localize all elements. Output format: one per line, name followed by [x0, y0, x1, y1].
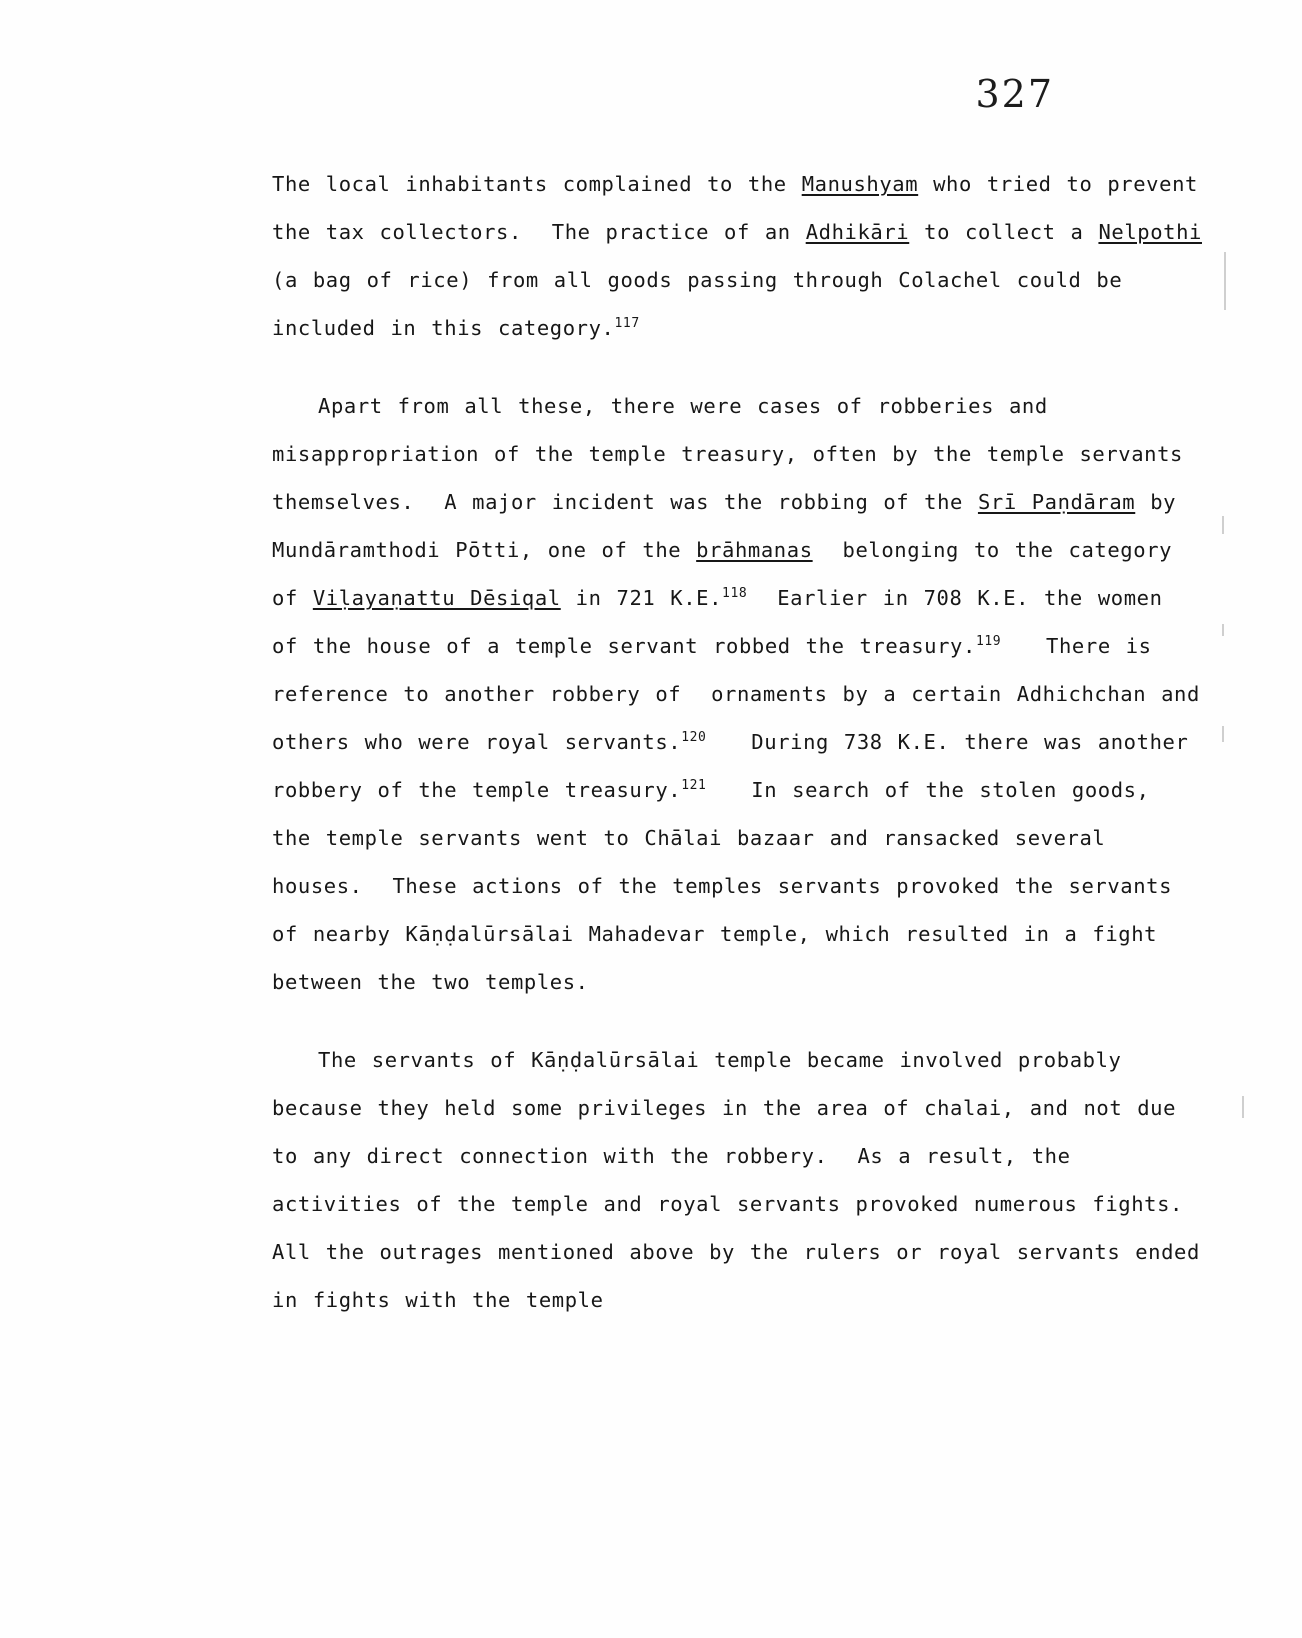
- page-number: 327: [975, 72, 1054, 116]
- footnote-ref-119: 119: [975, 634, 1002, 650]
- paragraph-3: The servants of Kāṇḍalūrsālai temple became involved probably because they held some privileges in the area of chalai, and not due to any direct connection with the robbery. As a result, the activities of the temple and royal servants provoked numerous fights. All the outrages mentioned above by the rulers or royal servants ended in fights with the temple: [272, 1048, 1200, 1312]
- term-adhikari: Adhikāri: [805, 220, 910, 244]
- term-vilayanattu-desigal: Viḷayaṇattu Dēsiqal: [312, 586, 561, 610]
- scan-artifact: [1222, 624, 1224, 636]
- paragraph-1: The local inhabitants complained to the Manushyam who tried to prevent the tax collectors. The practice of an Adhikāri to collect a Nelpothi (a bag of rice) from all goods passing through Colachel could be included in this category.$^{117}$: [272, 172, 1202, 340]
- scan-artifact: [1222, 726, 1224, 742]
- term-brahmanas: brāhmanas: [696, 538, 813, 562]
- term-nelpothi: Nelpothi: [1098, 220, 1202, 244]
- scan-artifact: [1242, 1096, 1244, 1118]
- body-text: [272, 160, 1202, 1354]
- term-sri-pandaram: Srī Paṇdāram: [977, 490, 1136, 514]
- paragraph-2: Apart from all these, there were cases of robberies and misappropriation of the temple treasury, often by the temple servants themselves. A major incident was the robbing of the Srī Paṇdāram by Mundāramthodi Pōtti, one of the brāhmanas belonging to the category of Viḷayaṇattu Dēsiqal in 721 K.E.$^{118}$ Earlier in 708 K.E. the women of the house of a temple servant robbed the treasury.$^{119}$ There is reference to another robbery of ornaments by a certain Adhichchan and others who were royal servants.$^{120}$ During 738 K.E. there was another robbery of the temple treasury.$^{121}$ In search of the stolen goods, the temple servants went to Chālai bazaar and ransacked several houses. These actions of the temples servants provoked the servants of nearby Kāṇḍalūrsālai Mahadevar temple, which resulted in a fight between the two temples.: [272, 394, 1200, 994]
- footnote-ref-117: 117: [614, 316, 640, 332]
- scan-artifact: [1222, 516, 1224, 534]
- footnote-ref-120: 120: [681, 730, 707, 746]
- scan-artifact: [1224, 252, 1226, 310]
- footnote-ref-121: 121: [681, 778, 707, 794]
- term-manushyam: Manushyam: [801, 172, 919, 196]
- footnote-ref-118: 118: [722, 586, 748, 602]
